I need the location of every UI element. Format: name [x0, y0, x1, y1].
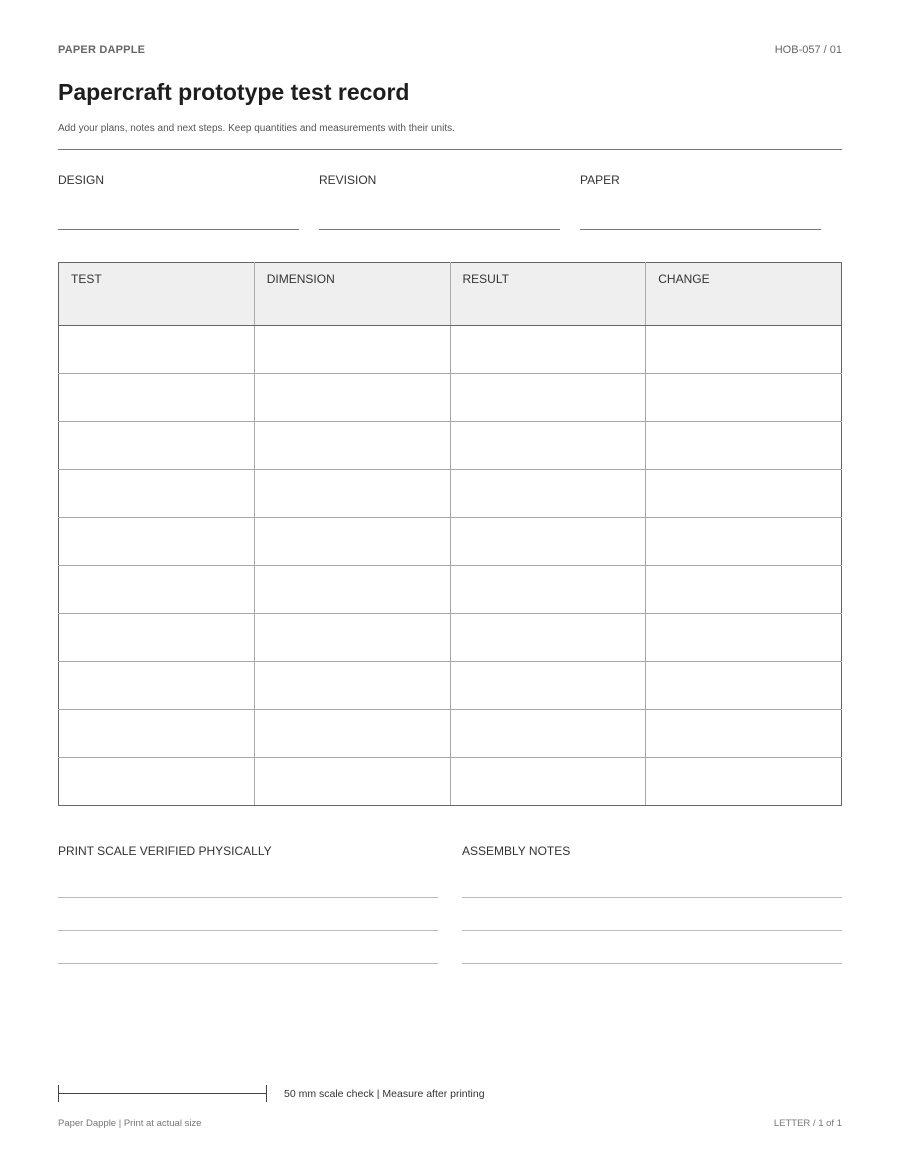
paper-field-line	[580, 229, 821, 230]
change-cell[interactable]	[646, 758, 842, 806]
table-row	[59, 374, 842, 422]
result-cell[interactable]	[450, 662, 646, 710]
dimension-cell[interactable]	[254, 422, 450, 470]
page-subtitle: Add your plans, notes and next steps. Keep quantities and measurements with their units.	[58, 123, 455, 134]
table-row	[59, 326, 842, 374]
test-record-table	[58, 262, 842, 806]
dimension-cell[interactable]	[254, 326, 450, 374]
footer-left-text: Paper Dapple | Print at actual size	[58, 1118, 202, 1129]
design-field[interactable]	[58, 173, 299, 187]
result-cell[interactable]	[450, 422, 646, 470]
revision-field[interactable]	[319, 173, 560, 187]
table-row	[59, 710, 842, 758]
change-cell[interactable]	[646, 662, 842, 710]
change-cell[interactable]	[646, 614, 842, 662]
dimension-cell[interactable]	[254, 710, 450, 758]
test-cell[interactable]	[59, 470, 255, 518]
result-cell[interactable]	[450, 326, 646, 374]
change-cell[interactable]	[646, 374, 842, 422]
dimension-cell[interactable]	[254, 566, 450, 614]
paper-field[interactable]	[580, 173, 821, 187]
test-cell[interactable]	[59, 374, 255, 422]
test-cell[interactable]	[59, 566, 255, 614]
revision-field-line	[319, 229, 560, 230]
table-row	[59, 422, 842, 470]
table-row	[59, 566, 842, 614]
paper-field-label: PAPER	[580, 173, 620, 187]
test-cell[interactable]	[59, 614, 255, 662]
scale-check-text: 50 mm scale check | Measure after printing	[284, 1088, 485, 1100]
scale-bar-end-tick	[266, 1085, 267, 1102]
dimension-cell[interactable]	[254, 758, 450, 806]
writing-line	[462, 963, 842, 964]
change-cell[interactable]	[646, 326, 842, 374]
column-header-result: RESULT	[450, 263, 646, 326]
test-cell[interactable]	[59, 422, 255, 470]
table-row	[59, 662, 842, 710]
test-cell[interactable]	[59, 758, 255, 806]
result-cell[interactable]	[450, 470, 646, 518]
result-cell[interactable]	[450, 614, 646, 662]
writing-line	[58, 930, 438, 931]
dimension-cell[interactable]	[254, 614, 450, 662]
change-cell[interactable]	[646, 422, 842, 470]
column-header-dimension: DIMENSION	[254, 263, 450, 326]
assembly-notes-block[interactable]	[462, 844, 842, 858]
design-field-line	[58, 229, 299, 230]
change-cell[interactable]	[646, 470, 842, 518]
result-cell[interactable]	[450, 758, 646, 806]
table-row	[59, 518, 842, 566]
table-header-row	[59, 263, 842, 326]
column-header-test: TEST	[59, 263, 255, 326]
scale-bar	[58, 1093, 267, 1094]
table-row	[59, 470, 842, 518]
footer-page-info: LETTER / 1 of 1	[773, 1118, 842, 1129]
print-scale-verified-block[interactable]	[58, 844, 438, 858]
dimension-cell[interactable]	[254, 470, 450, 518]
result-cell[interactable]	[450, 374, 646, 422]
page-title: Papercraft prototype test record	[58, 79, 410, 105]
brand-name: PAPER DAPPLE	[58, 44, 146, 56]
test-cell[interactable]	[59, 326, 255, 374]
writing-line	[462, 897, 842, 898]
dimension-cell[interactable]	[254, 518, 450, 566]
test-cell[interactable]	[59, 710, 255, 758]
result-cell[interactable]	[450, 710, 646, 758]
table-row	[59, 758, 842, 806]
dimension-cell[interactable]	[254, 374, 450, 422]
change-cell[interactable]	[646, 518, 842, 566]
assembly-notes-label: ASSEMBLY NOTES	[462, 844, 571, 858]
change-cell[interactable]	[646, 710, 842, 758]
table-row	[59, 614, 842, 662]
column-header-change: CHANGE	[646, 263, 842, 326]
result-cell[interactable]	[450, 566, 646, 614]
print-scale-verified-label: PRINT SCALE VERIFIED PHYSICALLY	[58, 844, 272, 858]
writing-line	[58, 963, 438, 964]
header-divider	[58, 149, 842, 150]
change-cell[interactable]	[646, 566, 842, 614]
dimension-cell[interactable]	[254, 662, 450, 710]
design-field-label: DESIGN	[58, 173, 105, 187]
test-cell[interactable]	[59, 662, 255, 710]
result-cell[interactable]	[450, 518, 646, 566]
writing-line	[462, 930, 842, 931]
writing-line	[58, 897, 438, 898]
test-cell[interactable]	[59, 518, 255, 566]
revision-field-label: REVISION	[319, 173, 377, 187]
document-id: HOB-057 / 01	[774, 44, 842, 56]
